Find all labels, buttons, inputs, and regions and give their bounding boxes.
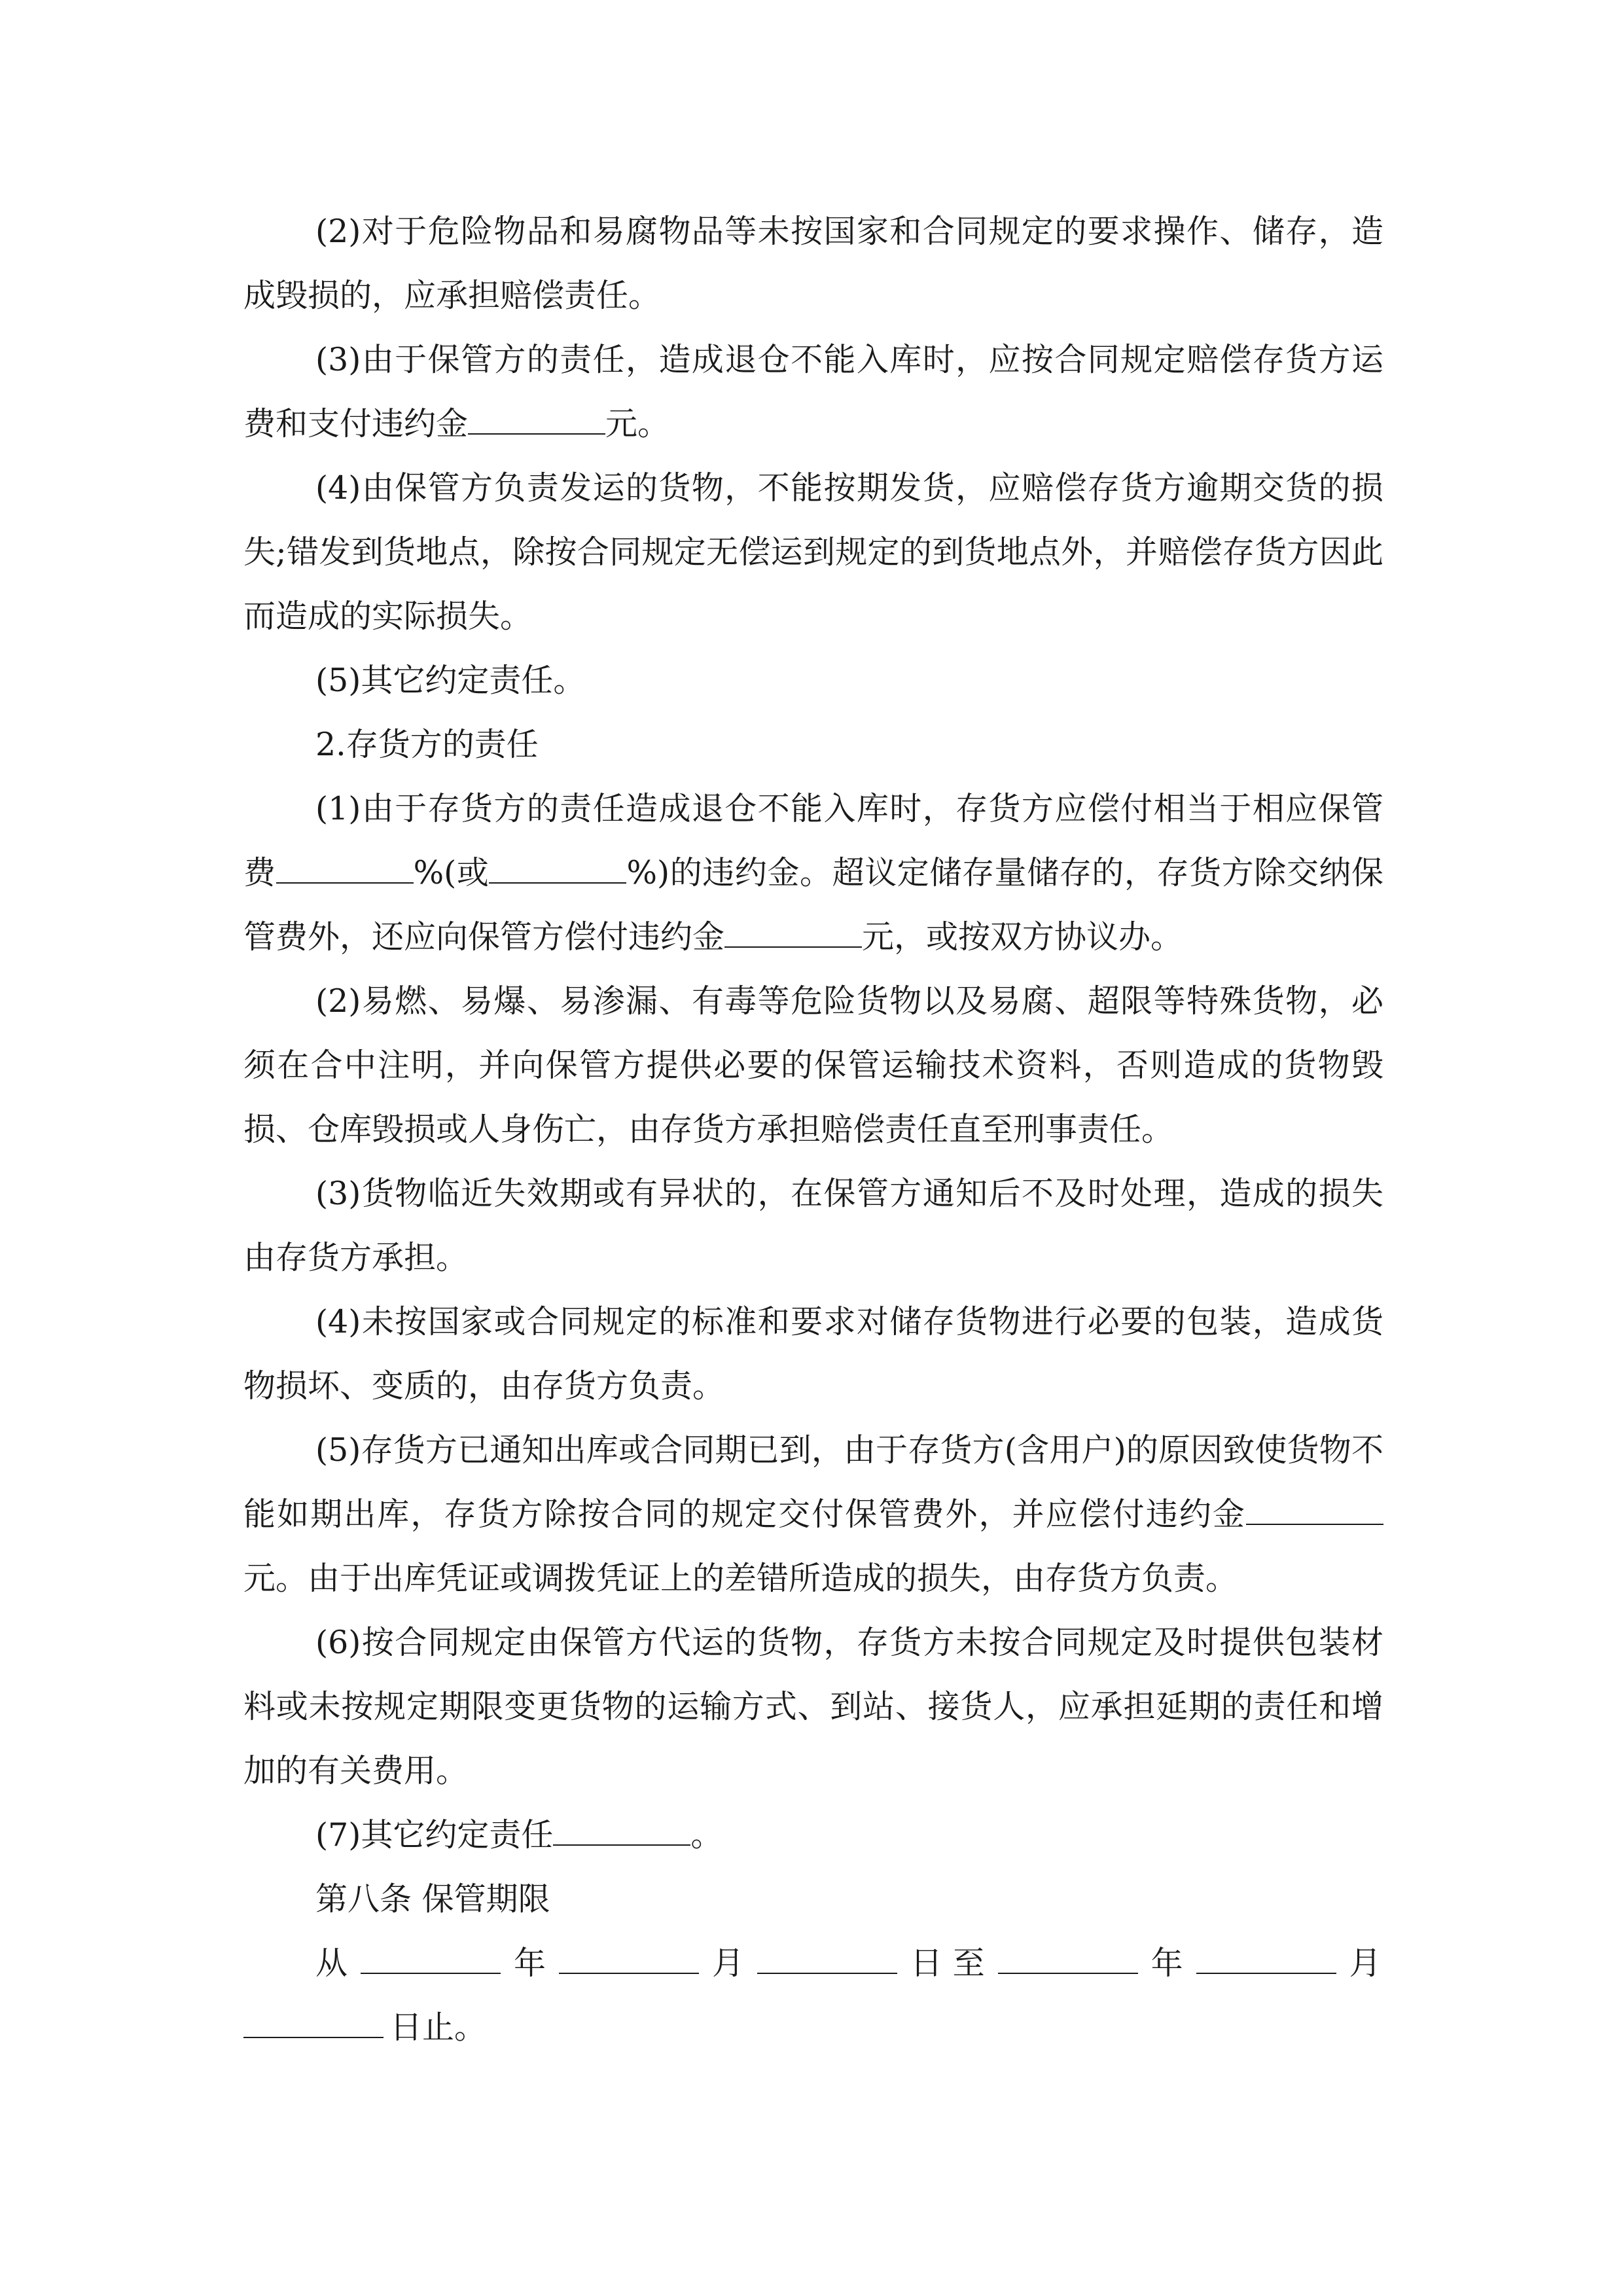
paragraph-text: 元。 <box>605 405 670 442</box>
storage-period-date-line <box>243 1931 1383 1996</box>
start-day-blank[interactable] <box>757 1944 897 1974</box>
paragraph-p13 <box>243 1867 1383 1931</box>
document-body <box>243 200 1383 2060</box>
paragraph-p5 <box>243 713 1383 777</box>
paragraph-text: 元。由于出库凭证或调拨凭证上的差错所造成的损失，由存货方负责。 <box>243 1560 1238 1597</box>
end-day-blank[interactable] <box>243 2008 383 2038</box>
paragraph-text: (2)对于危险物品和易腐物品等未按国家和合同规定的要求操作、储存，造成毁损的，应承担赔偿责任。 <box>243 213 1383 314</box>
paragraph-p2 <box>243 328 1383 456</box>
paragraph-list <box>243 200 1383 1931</box>
year-label-1: 年 <box>514 1945 546 1982</box>
paragraph-text: (3)货物临近失效期或有异状的，在保管方通知后不及时处理，造成的损失由存货方承担。 <box>243 1175 1383 1276</box>
end-month-blank[interactable] <box>1196 1944 1336 1974</box>
paragraph-text: %(或 <box>413 854 490 891</box>
month-label-1: 月 <box>712 1945 745 1982</box>
paragraph-text: (1)由于存货方的责任造成退仓不能入库时，存货方应偿付相当于相应保管费 <box>243 790 1383 891</box>
paragraph-text: (4)未按国家或合同规定的标准和要求对储存货物进行必要的包装，造成货物损坏、变质的，由存货方负责。 <box>243 1303 1383 1405</box>
paragraph-text: (3)由于保管方的责任，造成退仓不能入库时，应按合同规定赔偿存货方运费和支付违约金 <box>243 341 1383 442</box>
month-label-2: 月 <box>1349 1945 1382 1982</box>
end-label: 日止。 <box>390 2009 487 2046</box>
paragraph-p6 <box>243 777 1383 969</box>
day-to-label: 日 至 <box>910 1945 985 1982</box>
year-label-2: 年 <box>1150 1945 1183 1982</box>
start-month-blank[interactable] <box>559 1944 699 1974</box>
fill-in-blank[interactable] <box>553 1816 690 1846</box>
start-year-blank[interactable] <box>361 1944 501 1974</box>
paragraph-p9 <box>243 1290 1383 1418</box>
paragraph-p8 <box>243 1162 1383 1290</box>
paragraph-p10 <box>243 1418 1383 1611</box>
paragraph-text: 元，或按双方协议办。 <box>862 918 1183 956</box>
end-year-blank[interactable] <box>998 1944 1138 1974</box>
paragraph-text: (4)由保管方负责发运的货物，不能按期发货，应赔偿存货方逾期交货的损失;错发到货地点，除按合同规定无偿运到规定的到货地点外，并赔偿存货方因此而造成的实际损失。 <box>243 469 1383 635</box>
paragraph-p1 <box>243 200 1383 328</box>
paragraph-p4 <box>243 649 1383 713</box>
paragraph-text: 第八条 保管期限 <box>315 1880 550 1918</box>
paragraph-text: %)的违约金。超议定储存量储存的，存货方除交纳保管费外，还应向保管方偿付违约金 <box>243 854 1383 956</box>
paragraph-text: (5)存货方已通知出库或合同期已到，由于存货方(含用户)的原因致使货物不能如期出库，存货方除按合同的规定交付保管费外，并应偿付违约金 <box>243 1431 1383 1533</box>
fill-in-blank[interactable] <box>489 853 626 884</box>
paragraph-p7 <box>243 969 1383 1162</box>
paragraph-text: (2)易燃、易爆、易渗漏、有毒等危险货物以及易腐、超限等特殊货物，必须在合中注明，并向保管方提供必要的保管运输技术资料，否则造成的货物毁损、仓库毁损或人身伤亡，由存货方承担赔偿责任直至刑事责任。 <box>243 982 1383 1148</box>
paragraph-text: (5)其它约定责任。 <box>315 662 586 699</box>
paragraph-p12 <box>243 1803 1383 1867</box>
paragraph-text: (6)按合同规定由保管方代运的货物，存货方未按合同规定及时提供包装材料或未按规定期限变更货物的运输方式、到站、接货人，应承担延期的责任和增加的有关费用。 <box>243 1624 1383 1789</box>
fill-in-blank[interactable] <box>1246 1495 1383 1525</box>
fill-in-blank[interactable] <box>468 404 605 435</box>
paragraph-text: 2.存货方的责任 <box>315 726 539 763</box>
fill-in-blank[interactable] <box>276 853 414 884</box>
storage-period-end-line <box>243 1996 1383 2060</box>
from-label: 从 <box>315 1945 348 1982</box>
paragraph-p3 <box>243 456 1383 649</box>
paragraph-p11 <box>243 1611 1383 1803</box>
paragraph-text: 。 <box>690 1816 723 1854</box>
paragraph-text: (7)其它约定责任 <box>315 1816 554 1854</box>
fill-in-blank[interactable] <box>724 918 862 948</box>
